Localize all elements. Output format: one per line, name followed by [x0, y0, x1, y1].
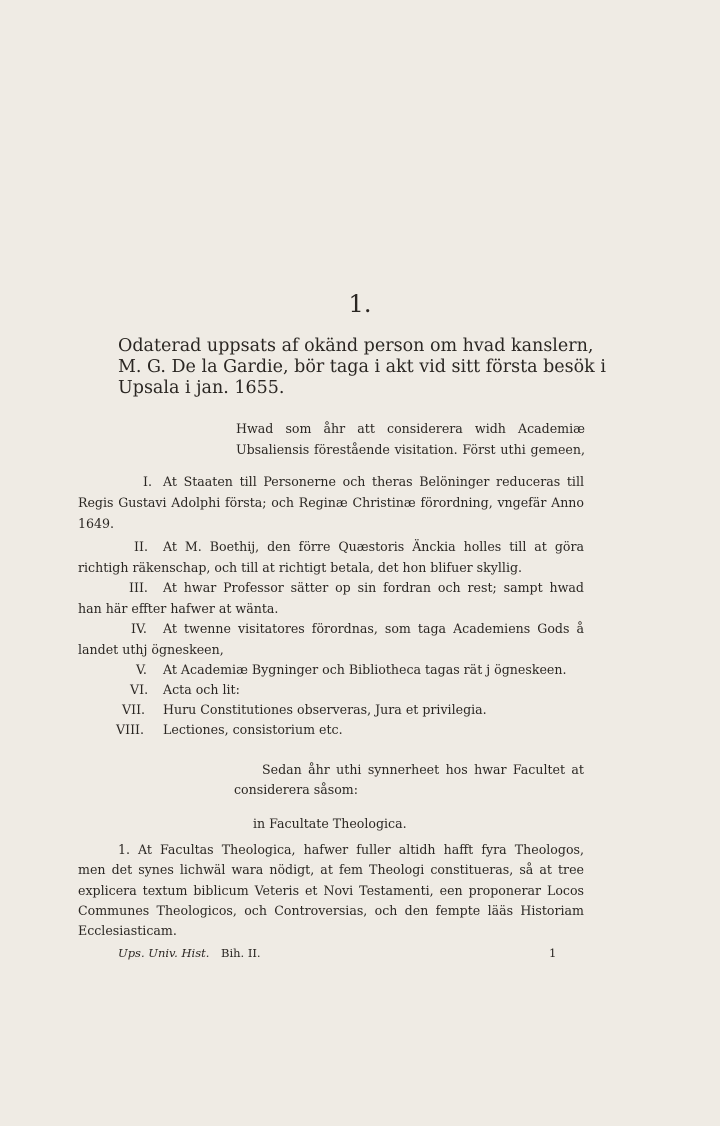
paragraph-line: Communes Theologicos, och Controversias, och den fempte lääs Historiam: [78, 903, 584, 918]
title-line: M. G. De la Gardie, bör taga i akt vid sitt första besök i: [118, 357, 606, 377]
sedan-line: considerera såsom:: [234, 782, 358, 797]
paragraph-line: explicera textum biblicum Veteris et Novi Testamenti, een proponerar Locos: [78, 883, 584, 898]
item-numeral: II.: [134, 539, 148, 554]
item-numeral: III.: [129, 580, 148, 595]
intro: [236, 418, 585, 460]
item-line: Acta och lit:: [163, 682, 240, 697]
item-numeral: V.: [136, 662, 147, 677]
faculty-heading: in Facultate Theologica.: [253, 816, 407, 831]
footer-page-number: 1: [549, 946, 557, 960]
item-line: At Staaten till Personerne och theras Belöninger reduceras till: [163, 474, 584, 489]
item-line: Lectiones, consistorium etc.: [163, 722, 343, 737]
item-numeral: VI.: [130, 682, 149, 697]
paragraph-line: men det synes lichwäl wara nödigt, at fem Theologi constitueras, så at tree: [78, 862, 584, 877]
intro-line: Ubsaliensis förestående visitation. Först uthi gemeen,: [236, 442, 585, 457]
paragraph-line: At Facultas Theologica, hafwer fuller altidh hafft fyra Theologos,: [138, 842, 584, 857]
sedan-line: [262, 762, 584, 777]
item-line: Regis Gustavi Adolphi första; och Reginæ Christinæ förordning, vngefär Anno: [78, 495, 584, 510]
title-line: Upsala i jan. 1655.: [118, 378, 285, 398]
item-line: 1649.: [78, 516, 115, 531]
item-line: richtigh räkenschap, och till at richtigt betala, det hon blifuer skyllig.: [78, 560, 523, 575]
item-numeral: VIII.: [116, 722, 145, 737]
item-line: At twenne visitatores förordnas, som taga Academiens Gods å: [163, 621, 584, 636]
paragraph-numeral: 1.: [118, 842, 131, 857]
title-line: Odaterad uppsats af okänd person om hvad kanslern,: [118, 336, 594, 356]
item-line: Huru Constitutiones observeras, Jura et privilegia.: [163, 702, 487, 717]
footer-source: Ups. Univ. Hist.: [118, 946, 210, 960]
item-line: At M. Boethij, den förre Quæstoris Änckia holles till at göra: [163, 539, 584, 554]
footer-part: Bih. II.: [221, 946, 261, 960]
item-numeral: IV.: [131, 621, 147, 636]
item-line: At Academiæ Bygninger och Bibliotheca tagas rät j ögneskeen.: [163, 662, 567, 677]
sedan-text: Sedan åhr uthi synnerheet hos hwar Facultet at: [262, 762, 584, 777]
section-number: 1.: [348, 290, 372, 318]
intro-line: Hwad som åhr att considerera widh Academiæ: [236, 421, 585, 436]
item-line: landet uthj ögneskeen,: [78, 642, 224, 657]
document-title: [118, 336, 606, 399]
item-numeral: I.: [143, 474, 152, 489]
item-line: At hwar Professor sätter op sin fordran och rest; sampt hwad: [163, 580, 584, 595]
paragraph-line: Ecclesiasticam.: [78, 923, 177, 938]
item-numeral: VII.: [122, 702, 146, 717]
item-line: han här effter hafwer at wänta.: [78, 601, 279, 616]
